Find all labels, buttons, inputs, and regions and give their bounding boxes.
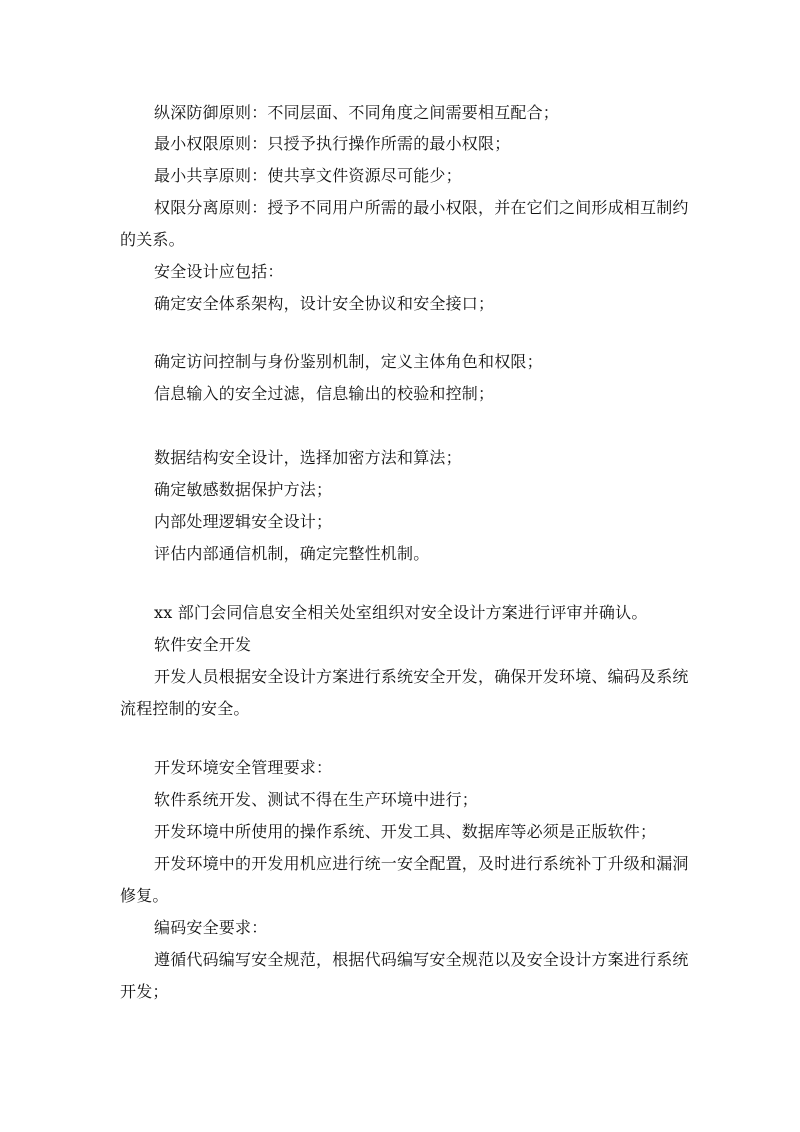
- text-line: 数据结构安全设计，选择加密方法和算法；: [154, 448, 462, 467]
- section-heading: 软件安全开发: [154, 635, 252, 654]
- text-line: 软件系统开发、测试不得在生产环境中进行；: [154, 790, 479, 809]
- text-line: 开发；: [120, 982, 169, 1001]
- text-line: 纵深防御原则：不同层面、不同角度之间需要相互配合；: [154, 103, 560, 122]
- text-line: 评估内部通信机制，确定完整性机制。: [154, 544, 430, 563]
- text-line: 遵循代码编写安全规范，根据代码编写安全规范以及安全设计方案进行系统: [154, 950, 689, 969]
- text-line: 流程控制的安全。: [120, 699, 250, 718]
- text-line: 内部处理逻辑安全设计；: [154, 512, 333, 531]
- text-line: 的关系。: [120, 230, 185, 249]
- text-line: 开发人员根据安全设计方案进行系统安全开发，确保开发环境、编码及系统: [154, 667, 689, 686]
- text-line: 修复。: [120, 886, 169, 905]
- text-line: 权限分离原则：授予不同用户所需的最小权限，并在它们之间形成相互制约: [154, 198, 689, 217]
- text-line: 开发环境安全管理要求：: [154, 758, 333, 777]
- text-line: 安全设计应包括：: [154, 262, 284, 281]
- text-line: 开发环境中的开发用机应进行统一安全配置，及时进行系统补丁升级和漏洞: [154, 854, 689, 873]
- text-line: 编码安全要求：: [154, 918, 268, 937]
- text-line: 确定访问控制与身份鉴别机制，定义主体角色和权限；: [154, 352, 543, 371]
- text-line: 确定安全体系架构，设计安全协议和安全接口；: [154, 294, 495, 313]
- text-line: 开发环境中所使用的操作系统、开发工具、数据库等必须是正版软件；: [154, 822, 657, 841]
- text-line: 确定敏感数据保护方法；: [154, 480, 333, 499]
- text-line: 最小共享原则：使共享文件资源尽可能少；: [154, 166, 462, 185]
- text-line: 最小权限原则：只授予执行操作所需的最小权限；: [154, 134, 511, 153]
- text-line: 信息输入的安全过滤，信息输出的校验和控制；: [154, 384, 495, 403]
- text-line: xx 部门会同信息安全相关处室组织对安全设计方案进行评审并确认。: [154, 603, 648, 622]
